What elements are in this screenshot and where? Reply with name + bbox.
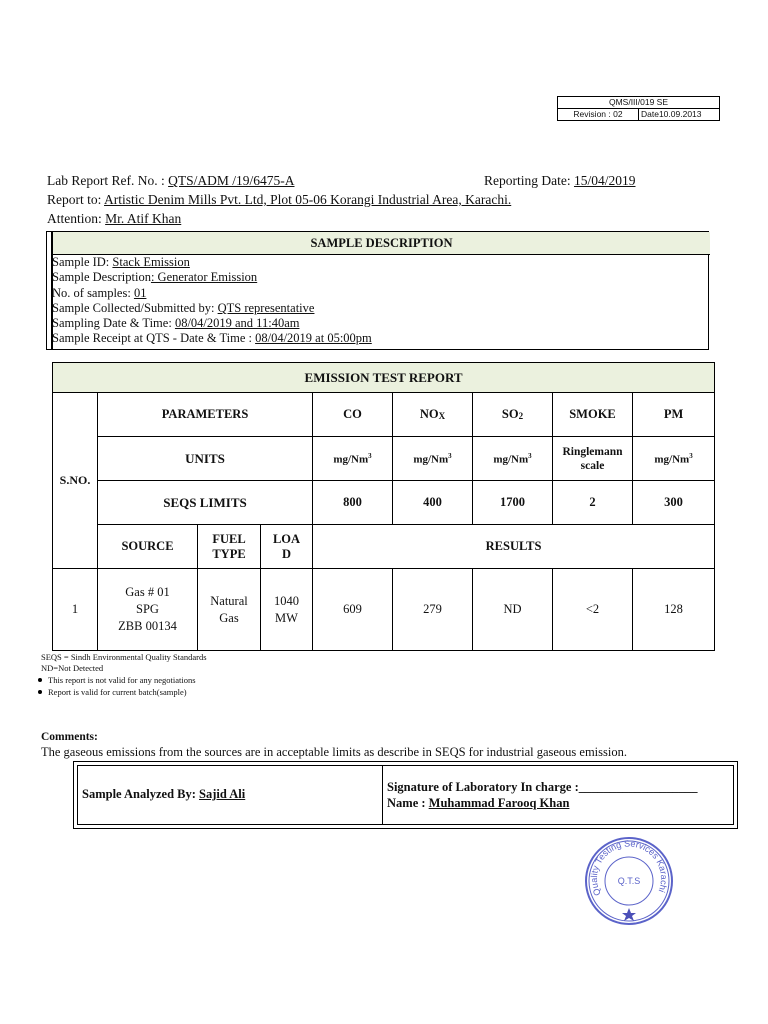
limit-nox: 400 bbox=[393, 481, 473, 525]
row-pm: 128 bbox=[633, 569, 715, 651]
lab-report-ref: Lab Report Ref. No. : QTS/ADM /19/6475-A bbox=[47, 173, 295, 188]
reporting-date: Reporting Date: 15/04/2019 bbox=[484, 173, 636, 188]
param-co: CO bbox=[313, 393, 393, 437]
document-control-box bbox=[557, 96, 720, 121]
attention: Attention: Mr. Atif Khan bbox=[47, 211, 182, 226]
comments-text: The gaseous emissions from the sources are in acceptable limits as describe in SEQS for industrial gaseous emission. bbox=[41, 745, 627, 759]
revision: Revision : 02 bbox=[558, 109, 639, 120]
param-nox: NOX bbox=[393, 393, 473, 437]
sample-description-title: SAMPLE DESCRIPTION bbox=[310, 236, 453, 250]
ref-number: QTS/ADM /19/6475-A bbox=[168, 173, 295, 188]
svg-text:Quality Testing Services Karac: Quality Testing Services Karachi bbox=[588, 838, 670, 898]
seqs-note: SEQS = Sindh Environmental Quality Standards bbox=[41, 652, 207, 662]
unit-so2: mg/Nm$^3$ bbox=[473, 437, 553, 481]
sno-header: S.NO. bbox=[53, 393, 98, 569]
bullet-note-1: This report is not valid for any negotiations bbox=[38, 675, 196, 685]
limit-pm: 300 bbox=[633, 481, 715, 525]
emission-title: EMISSION TEST REPORT bbox=[53, 363, 715, 393]
comments-label: Comments: bbox=[41, 731, 98, 743]
source-header: SOURCE bbox=[98, 525, 198, 569]
lab-incharge-name: Name : Muhammad Farooq Khan bbox=[387, 796, 570, 810]
units-header: UNITS bbox=[98, 437, 313, 481]
receipt-datetime: Sample Receipt at QTS - Date & Time : 08/04/2019 at 05:00pm bbox=[52, 331, 372, 345]
row-sno: 1 bbox=[53, 569, 98, 651]
load-header: LOA D bbox=[261, 525, 313, 569]
row-smoke: <2 bbox=[553, 569, 633, 651]
limit-so2: 1700 bbox=[473, 481, 553, 525]
sampling-datetime: Sampling Date & Time: 08/04/2019 and 11:40am bbox=[52, 316, 300, 330]
limit-smoke: 2 bbox=[553, 481, 633, 525]
param-pm: PM bbox=[633, 393, 715, 437]
emission-test-table bbox=[52, 362, 715, 651]
row-source: Gas # 01 SPG ZBB 00134 bbox=[98, 569, 198, 651]
revision-date: Date10.09.2013 bbox=[641, 109, 702, 119]
sample-id: Sample ID: Stack Emission bbox=[52, 255, 190, 269]
limits-header: SEQS LIMITS bbox=[98, 481, 313, 525]
sample-desc: Sample Description: Generator Emission bbox=[52, 270, 258, 284]
nd-note: ND=Not Detected bbox=[41, 663, 104, 673]
param-so2: SO2 bbox=[473, 393, 553, 437]
row-fuel: Natural Gas bbox=[198, 569, 261, 651]
sample-count: No. of samples: 01 bbox=[52, 286, 147, 300]
analyzed-by: Sample Analyzed By: Sajid Ali bbox=[82, 787, 246, 801]
svg-text:Q.T.S: Q.T.S bbox=[617, 876, 641, 886]
parameters-header: PARAMETERS bbox=[98, 393, 313, 437]
results-header: RESULTS bbox=[313, 525, 715, 569]
bullet-note-2: Report is valid for current batch(sample) bbox=[38, 687, 187, 697]
unit-smoke: Ringlemann scale bbox=[553, 437, 633, 481]
sample-collected: Sample Collected/Submitted by: QTS representative bbox=[52, 301, 315, 315]
limit-co: 800 bbox=[313, 481, 393, 525]
row-load: 1040 MW bbox=[261, 569, 313, 651]
row-so2: ND bbox=[473, 569, 553, 651]
qts-stamp-icon bbox=[584, 836, 674, 926]
qms-code: QMS/III/019 SE bbox=[558, 97, 719, 109]
lab-incharge-signature: Signature of Laboratory In charge :___________________ bbox=[387, 780, 698, 794]
report-to: Report to: Artistic Denim Mills Pvt. Ltd, Plot 05-06 Korangi Industrial Area, Karachi. bbox=[47, 192, 512, 207]
row-nox: 279 bbox=[393, 569, 473, 651]
param-smoke: SMOKE bbox=[553, 393, 633, 437]
fuel-type-header: FUEL TYPE bbox=[198, 525, 261, 569]
unit-nox: mg/Nm$^3$ bbox=[393, 437, 473, 481]
unit-co: mg/Nm$^3$ bbox=[313, 437, 393, 481]
unit-pm: mg/Nm$^3$ bbox=[633, 437, 715, 481]
row-co: 609 bbox=[313, 569, 393, 651]
table-row bbox=[53, 569, 715, 651]
